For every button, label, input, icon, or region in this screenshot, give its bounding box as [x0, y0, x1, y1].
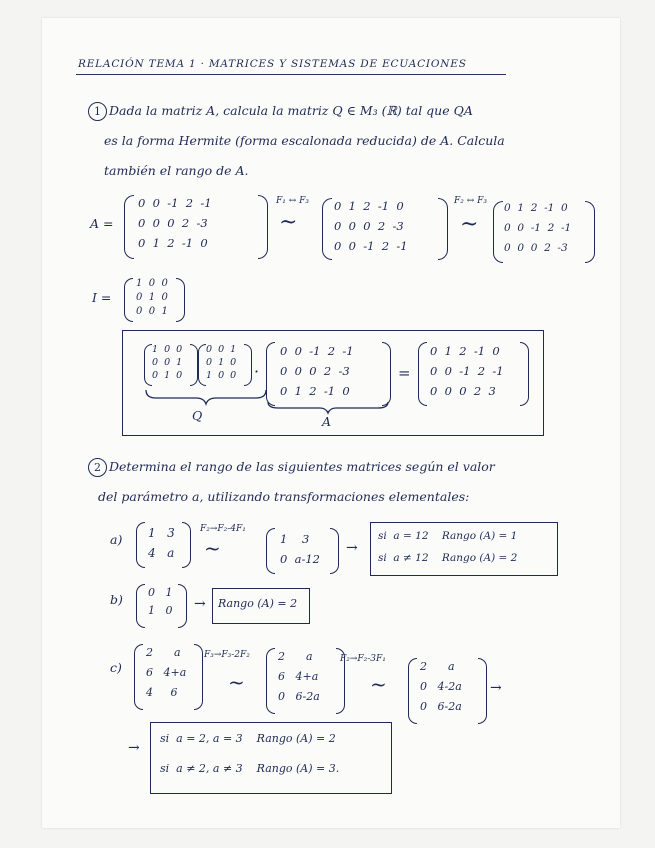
- matrix-a-row: 0 1 2 -1 0: [138, 236, 208, 250]
- tilde-sign: ~: [370, 672, 387, 696]
- matrix-a-label: A =: [90, 216, 114, 231]
- a-m-right-paren: [182, 522, 191, 568]
- matrix-m2-row: 0 0 -1 2 -1: [504, 222, 572, 234]
- matrix-a-row: 0 0 0 2 -3: [138, 216, 208, 230]
- c-m2-row: 2 a: [420, 660, 455, 673]
- part-a-label: a): [110, 532, 123, 547]
- b-m-row: 0 1: [148, 586, 173, 599]
- p1-row: 1 0 0: [152, 344, 183, 355]
- b-m-right-paren: [178, 584, 187, 628]
- a-case2: si a ≠ 12 Rango (A) = 2: [378, 552, 518, 564]
- c-m1-row: 6 4+a: [278, 670, 319, 683]
- p1-row: 0 1 0: [152, 370, 183, 381]
- c-case2: si a ≠ 2, a ≠ 3 Rango (A) = 3.: [160, 762, 340, 775]
- c-m-row: 2 a: [146, 646, 181, 659]
- ab-row: 0 0 -1 2 -1: [280, 344, 354, 358]
- b-arrow: →: [194, 596, 206, 612]
- c-case1: si a = 2, a = 3 Rango (A) = 2: [160, 732, 336, 745]
- ex2-line2: del parámetro a, utilizando transformaciones elementales:: [98, 489, 470, 504]
- matrix-m2-row: 0 1 2 -1 0: [504, 202, 568, 214]
- b-m-left-paren: [136, 584, 145, 628]
- matrix-m2-row: 0 0 0 2 -3: [504, 242, 568, 254]
- p1-row: 0 0 1: [152, 357, 183, 368]
- a-m-left-paren: [136, 522, 145, 568]
- p2-row: 1 0 0: [206, 370, 237, 381]
- a-r-row: 0 a-12: [280, 552, 321, 566]
- a-underbrace-label: A: [322, 414, 332, 429]
- a-r-left-paren: [266, 528, 275, 574]
- a-op: F₂→F₂-4F₁: [200, 524, 246, 534]
- ex2-line1: Determina el rango de las siguientes matrices según el valor: [109, 459, 495, 474]
- ab-row: 0 0 0 2 -3: [280, 364, 350, 378]
- q-underbrace: [146, 390, 266, 404]
- a-case1: si a = 12 Rango (A) = 1: [378, 530, 518, 542]
- c-m-right-paren: [194, 644, 203, 710]
- ex1-line2: es la forma Hermite (forma escalonada reducida) de A. Calcula: [104, 133, 505, 148]
- c-m1-left-paren: [266, 648, 275, 714]
- c-m-row: 4 6: [146, 686, 178, 699]
- c-m2-row: 0 6-2a: [420, 700, 462, 713]
- ex1-line3: también el rango de A.: [104, 163, 249, 178]
- identity-row: 1 0 0: [136, 278, 168, 289]
- c-result-arrow: →: [128, 740, 140, 756]
- product-dot: ·: [254, 362, 260, 381]
- identity-label: I =: [92, 290, 112, 305]
- matrix-m1-row: 0 0 0 2 -3: [334, 219, 404, 233]
- page-title: RELACIÓN TEMA 1 · MATRICES Y SISTEMAS DE ECUACIONES: [78, 58, 467, 70]
- op-f2-f3: F₂ ↔ F₃: [454, 196, 487, 206]
- op-f1-f3: F₁ ↔ F₃: [276, 196, 309, 206]
- tilde-sign: ~: [204, 536, 221, 560]
- c-m-row: 6 4+a: [146, 666, 187, 679]
- a-r-right-paren: [330, 528, 339, 574]
- c-arrow: →: [490, 680, 502, 696]
- b-m-row: 1 0: [148, 604, 173, 617]
- c-op2: F₂→F₂-3F₁: [340, 654, 386, 664]
- ex2-number: 2: [88, 458, 107, 477]
- identity-row: 0 1 0: [136, 292, 168, 303]
- c-m2-left-paren: [408, 658, 417, 724]
- c-m-left-paren: [134, 644, 143, 710]
- c-m2-right-paren: [478, 658, 487, 724]
- ex1-line1: Dada la matriz A, calcula la matriz Q ∈ M₃ (ℝ) tal que QA: [109, 103, 473, 118]
- q-underbrace-label: Q: [192, 408, 203, 423]
- matrix-a-row: 0 0 -1 2 -1: [138, 196, 212, 210]
- ex1-number: 1: [88, 102, 107, 121]
- matrix-m1-row: 0 1 2 -1 0: [334, 199, 404, 213]
- identity-row: 0 0 1: [136, 306, 168, 317]
- p2-row: 0 1 0: [206, 357, 237, 368]
- c-m1-row: 0 6-2a: [278, 690, 320, 703]
- a-m-row: 4 a: [148, 546, 175, 560]
- b-result: Rango (A) = 2: [218, 597, 298, 610]
- a-r-row: 1 3: [280, 532, 310, 546]
- a-underbrace: [268, 402, 388, 413]
- tilde-sign: ~: [279, 210, 298, 235]
- part-c-label: c): [110, 660, 122, 675]
- p2-row: 0 0 1: [206, 344, 237, 355]
- equals-sign: =: [398, 364, 411, 382]
- ab-row: 0 1 2 -1 0: [280, 384, 350, 398]
- a-arrow: →: [346, 540, 358, 556]
- matrix-m1-row: 0 0 -1 2 -1: [334, 239, 408, 253]
- r-row: 0 0 -1 2 -1: [430, 364, 504, 378]
- tilde-sign: ~: [460, 212, 479, 237]
- part-b-label: b): [110, 592, 123, 607]
- c-m1-row: 2 a: [278, 650, 313, 663]
- c-op1: F₃→F₃-2F₂: [204, 650, 250, 660]
- tilde-sign: ~: [228, 670, 245, 694]
- ex2-statement: [88, 452, 495, 512]
- r-row: 0 1 2 -1 0: [430, 344, 500, 358]
- r-row: 0 0 0 2 3: [430, 384, 496, 398]
- c-m2-row: 0 4-2a: [420, 680, 462, 693]
- a-m-row: 1 3: [148, 526, 175, 540]
